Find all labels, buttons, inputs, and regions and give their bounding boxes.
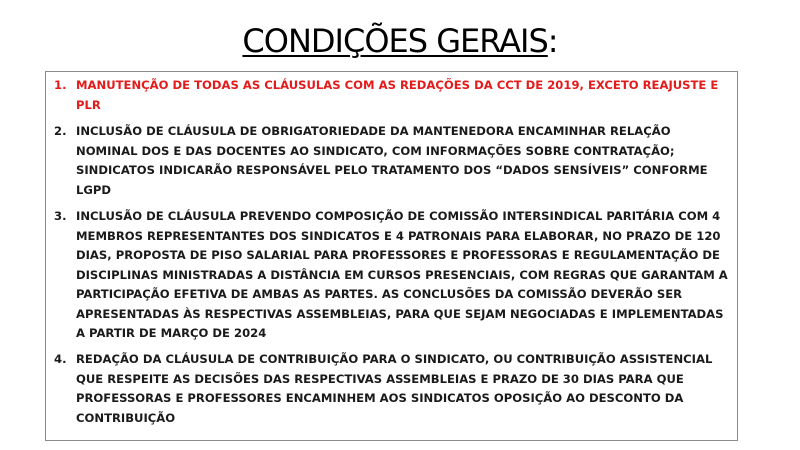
list-item-text: INCLUSÃO DE CLÁUSULA DE OBRIGATORIEDADE DA MANTENEDORA ENCAMINHAR RELAÇÃO NOMINAL DOS E DAS DOCENTES AO SINDICATO, COM INFORMAÇÕES SOBRE CONTRATAÇÃO; SINDICATOS INDICARÃO RESPONSÁVEL PELO TRATAMENTO DOS “DADOS SENSÍVEIS” CONFORME LGPD (76, 124, 708, 197)
list-item-text: MANUTENÇÃO DE TODAS AS CLÁUSULAS COM AS REDAÇÕES DA CCT DE 2019, EXCETO REAJUSTE E PLR (76, 78, 719, 112)
list-item (54, 122, 729, 200)
list-item-text: REDAÇÃO DA CLÁUSULA DE CONTRIBUIÇÃO PARA O SINDICATO, OU CONTRIBUIÇÃO ASSISTENCIAL QUE RESPEITE AS DECISÕES DAS RESPECTIVAS ASSEMBLEIAS E PRAZO DE 30 DIAS PARA QUE PROFESSORAS E PROFESSORES ENCAMINHEM AOS SINDICATOS OPOSIÇÃO AO DESCONTO DA CONTRIBUIÇÃO (76, 352, 713, 425)
slide-title-colon: : (547, 22, 558, 60)
slide-title (0, 22, 800, 60)
list-item-number: 2. (54, 124, 67, 138)
list-item-number: 4. (54, 352, 67, 366)
slide-title-text: CONDIÇÕES GERAIS (242, 22, 548, 60)
conditions-list-box (45, 71, 738, 441)
list-item (54, 350, 729, 428)
list-item-number: 3. (54, 209, 67, 223)
list-item (54, 76, 729, 115)
list-item-text: INCLUSÃO DE CLÁUSULA PREVENDO COMPOSIÇÃO DE COMISSÃO INTERSINDICAL PARITÁRIA COM 4 MEMBROS REPRESENTANTES DOS SINDICATOS E 4 PATRONAIS PARA ELABORAR, NO PRAZO DE 120 DIAS, PROPOSTA DE PISO SALARIAL PARA PROFESSORES E PROFESSORAS E REGULAMENTAÇÃO DE DISCIPLINAS MINISTRADAS A DISTÂNCIA EM CURSOS PRESENCIAIS, COM REGRAS QUE GARANTAM A PARTICIPAÇÃO EFETIVA DE AMBAS AS PARTES. AS CONCLUSÕES DA COMISSÃO DEVERÃO SER APRESENTADAS ÀS RESPECTIVAS ASSEMBLEIAS, PARA QUE SEJAM NEGOCIADAS E IMPLEMENTADAS A PARTIR DE MARÇO DE 2024 (76, 209, 728, 340)
list-item-number: 1. (54, 78, 67, 92)
list-item (54, 207, 729, 344)
